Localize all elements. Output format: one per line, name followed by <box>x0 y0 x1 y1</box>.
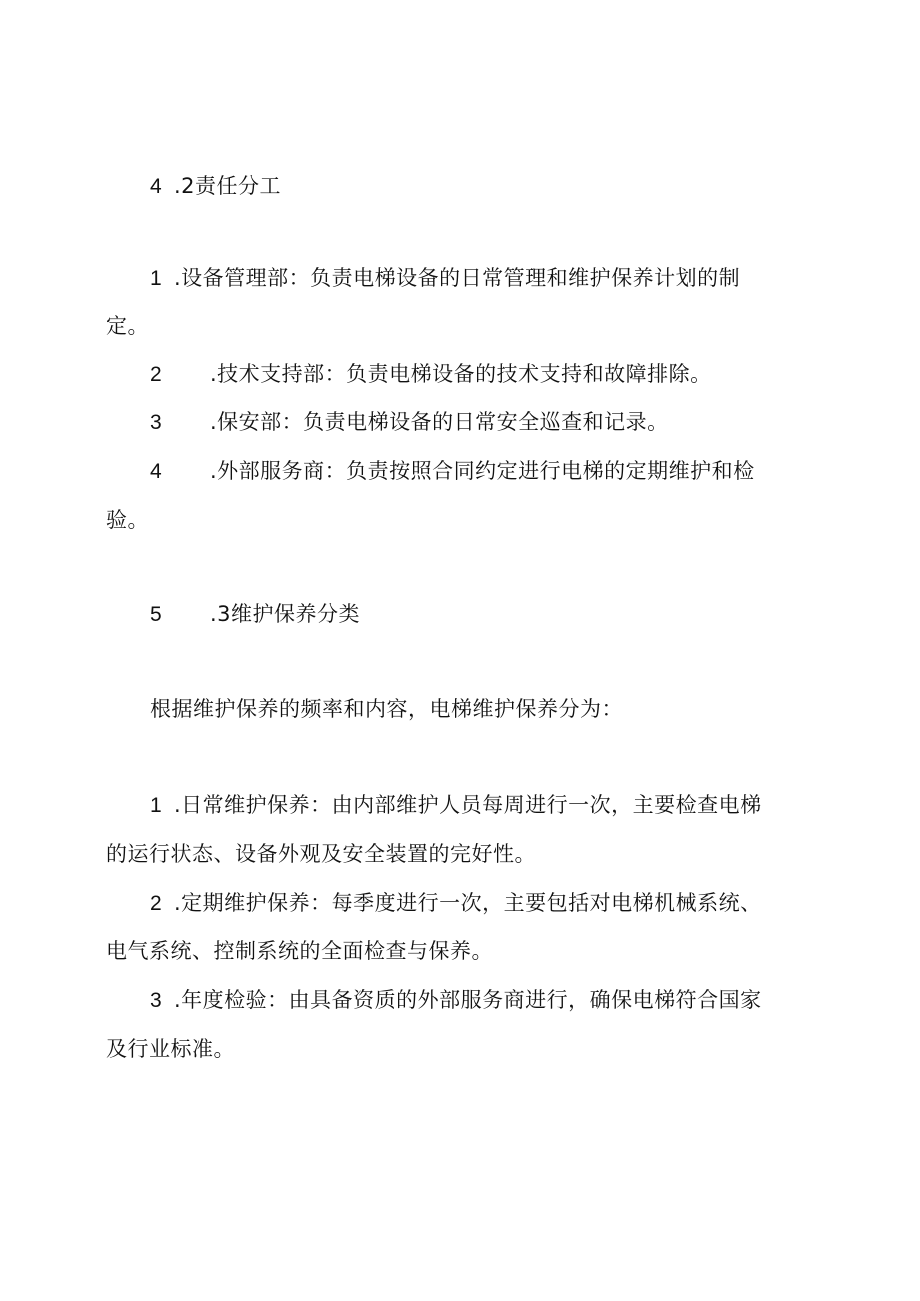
section-heading-4-3 <box>150 600 360 629</box>
list-item-continuation: 定。 <box>106 314 149 338</box>
item-number: 2 <box>150 363 163 386</box>
item-text: .年度检验：由具备资质的外部服务商进行，确保电梯符合国家 <box>174 988 762 1012</box>
list-item-continuation: 及行业标准。 <box>106 1037 235 1061</box>
section-title: .2责任分工 <box>174 174 282 198</box>
list-item <box>150 791 762 820</box>
section-number: 4 <box>150 175 163 198</box>
list-item <box>150 457 755 486</box>
section-heading-4-2 <box>150 172 281 201</box>
section-title: .3维护保养分类 <box>210 602 361 626</box>
intro-paragraph: 根据维护保养的频率和内容，电梯维护保养分为： <box>150 697 623 721</box>
item-text: .日常维护保养：由内部维护人员每周进行一次，主要检查电梯 <box>174 793 762 817</box>
item-number: 3 <box>150 989 163 1012</box>
list-item <box>150 360 712 389</box>
section-number: 5 <box>150 603 163 626</box>
list-item <box>150 889 762 918</box>
list-item-continuation: 电气系统、控制系统的全面检查与保养。 <box>106 939 493 963</box>
list-item-continuation: 验。 <box>106 508 149 532</box>
item-text: .外部服务商：负责按照合同约定进行电梯的定期维护和检 <box>210 459 755 483</box>
item-text: .定期维护保养：每季度进行一次，主要包括对电梯机械系统、 <box>174 891 762 915</box>
list-item-continuation: 的运行状态、设备外观及安全装置的完好性。 <box>106 842 536 866</box>
item-number: 2 <box>150 892 163 915</box>
item-number: 1 <box>150 794 163 817</box>
list-item <box>150 408 669 437</box>
item-text: .技术支持部：负责电梯设备的技术支持和故障排除。 <box>210 362 712 386</box>
item-text: .保安部：负责电梯设备的日常安全巡查和记录。 <box>210 410 669 434</box>
item-number: 1 <box>150 267 163 290</box>
list-item <box>150 264 740 293</box>
item-text: .设备管理部：负责电梯设备的日常管理和维护保养计划的制 <box>174 266 741 290</box>
item-number: 4 <box>150 460 163 483</box>
item-number: 3 <box>150 411 163 434</box>
list-item <box>150 986 762 1015</box>
